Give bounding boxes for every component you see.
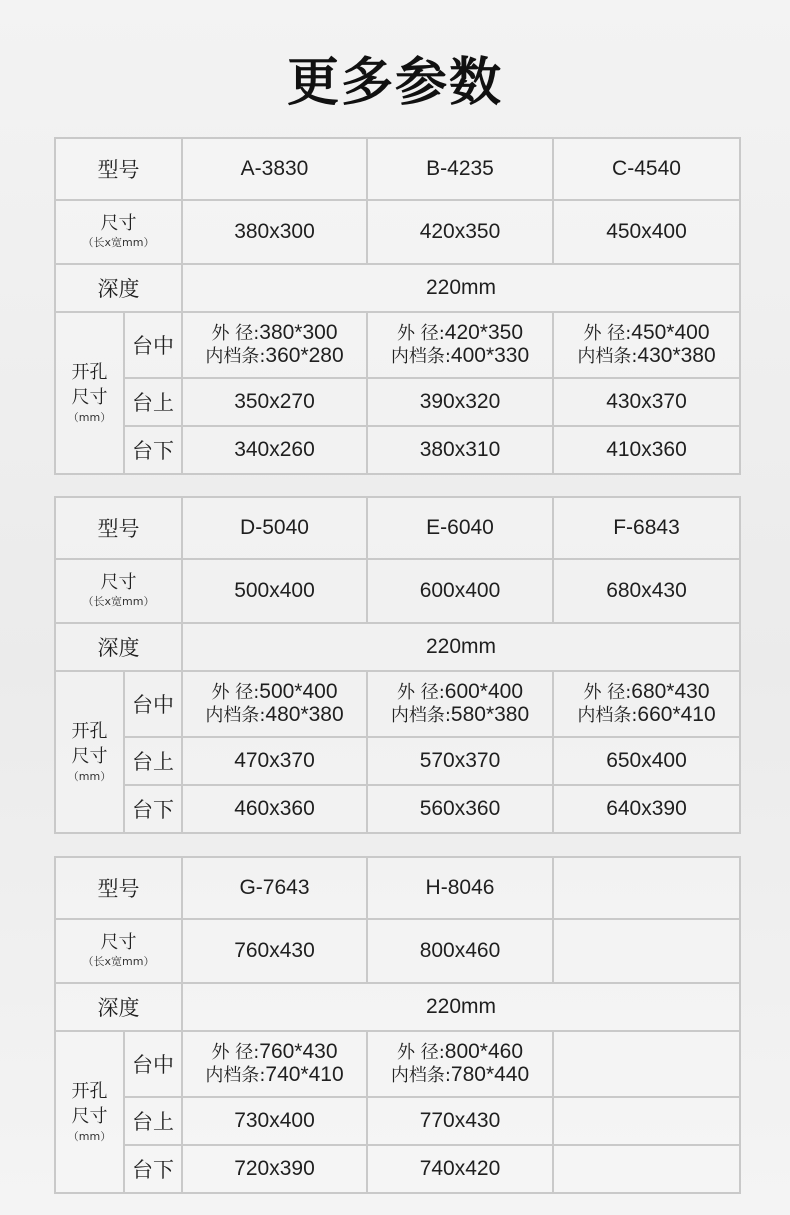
inner-bar [554,345,739,368]
depth-row [55,264,740,312]
model-label: 型号 [55,857,182,919]
hole-mid-cell [182,1031,367,1097]
size-cell: 680x430 [553,559,740,623]
hole-bottom-cell: 720x390 [182,1145,367,1193]
outer-diameter-label: 外 径: [396,1042,445,1063]
hole-mid-cell [182,312,367,378]
outer-diameter [554,322,739,345]
hole-mid-cell [182,671,367,737]
inner-bar-value: 480*380 [265,703,344,726]
size-label: 尺寸 [100,213,137,234]
inner-bar-label: 内档条: [205,705,266,726]
hole-unit: （mm） [67,770,112,783]
model-cell: E-6040 [367,497,553,559]
size-label: 尺寸 [100,572,137,593]
model-cell: F-6843 [553,497,740,559]
hole-mid-row [55,1031,740,1097]
model-cell: A-3830 [182,138,367,200]
hole-mid-cell [367,1031,553,1097]
inner-bar-value: 400*330 [450,344,530,367]
outer-diameter [368,322,552,345]
hole-label-2: 尺寸 [71,746,108,767]
outer-diameter-label: 外 径: [211,1042,260,1063]
hole-mid-cell [553,671,740,737]
model-cell: B-4235 [367,138,553,200]
size-cell [553,919,740,983]
outer-diameter-label: 外 径: [396,323,445,344]
top-label: 台上 [124,378,182,426]
outer-diameter-value: 600*400 [444,680,524,703]
hole-top-row [55,1097,740,1145]
page-title: 更多参数 [286,53,503,113]
inner-bar-label: 内档条: [577,705,638,726]
spec-table [54,137,741,475]
model-label: 型号 [55,497,182,559]
depth-cell: 220mm [182,983,740,1031]
model-cell: G-7643 [182,857,367,919]
hole-top-row [55,378,740,426]
bottom-label: 台下 [124,426,182,474]
bottom-label: 台下 [124,1145,182,1193]
size-unit: （长x宽mm） [82,955,155,968]
inner-bar [183,704,366,727]
hole-top-cell: 470x370 [182,737,367,785]
hole-mid-row [55,671,740,737]
hole-bottom-row [55,426,740,474]
size-label-cell [55,559,182,623]
hole-bottom-cell: 560x360 [367,785,553,833]
spec-table [54,496,741,834]
hole-bottom-cell: 380x310 [367,426,553,474]
outer-diameter-value: 380*300 [259,321,338,344]
inner-bar [554,704,739,727]
hole-size-label-cell [55,671,124,833]
inner-bar-value: 360*280 [265,344,344,367]
outer-diameter-label: 外 径: [583,323,632,344]
hole-bottom-cell: 410x360 [553,426,740,474]
size-unit: （长x宽mm） [82,595,155,608]
hole-top-cell: 730x400 [182,1097,367,1145]
size-row [55,919,740,983]
model-label: 型号 [55,138,182,200]
model-row [55,857,740,919]
outer-diameter-label: 外 径: [211,682,260,703]
inner-bar [183,1064,366,1087]
size-label: 尺寸 [100,932,137,953]
outer-diameter-label: 外 径: [583,682,632,703]
inner-bar-label: 内档条: [390,705,451,726]
size-cell: 450x400 [553,200,740,264]
model-cell: H-8046 [367,857,553,919]
hole-top-cell: 770x430 [367,1097,553,1145]
hole-bottom-cell: 640x390 [553,785,740,833]
hole-label-1: 开孔 [71,721,108,742]
inner-bar [368,704,552,727]
hole-top-cell: 570x370 [367,737,553,785]
inner-bar [183,345,366,368]
inner-bar-label: 内档条: [390,346,451,367]
inner-bar-value: 740*410 [265,1063,344,1086]
hole-bottom-cell: 460x360 [182,785,367,833]
spec-table [54,856,741,1194]
hole-bottom-row [55,785,740,833]
model-row [55,138,740,200]
size-cell: 760x430 [182,919,367,983]
hole-top-cell: 650x400 [553,737,740,785]
depth-label: 深度 [55,983,182,1031]
outer-diameter-label: 外 径: [396,682,445,703]
hole-size-label-cell [55,1031,124,1193]
model-cell: C-4540 [553,138,740,200]
hole-top-cell: 430x370 [553,378,740,426]
hole-bottom-cell: 340x260 [182,426,367,474]
depth-cell: 220mm [182,264,740,312]
hole-size-label-cell [55,312,124,474]
hole-unit: （mm） [67,1130,112,1143]
outer-diameter [183,681,366,704]
inner-bar-value: 430*380 [637,344,716,367]
inner-bar-label: 内档条: [390,1065,451,1086]
inner-bar [368,345,552,368]
mid-label: 台中 [124,312,182,378]
outer-diameter-value: 500*400 [259,680,338,703]
model-cell: D-5040 [182,497,367,559]
outer-diameter [183,322,366,345]
top-label: 台上 [124,737,182,785]
outer-diameter-label: 外 径: [211,323,260,344]
outer-diameter [368,1041,552,1064]
hole-label-2: 尺寸 [71,1106,108,1127]
size-cell: 500x400 [182,559,367,623]
outer-diameter-value: 420*350 [444,321,524,344]
hole-mid-row [55,312,740,378]
inner-bar-label: 内档条: [205,346,266,367]
bottom-label: 台下 [124,785,182,833]
outer-diameter-value: 680*430 [631,680,710,703]
hole-mid-cell [367,312,553,378]
hole-label-1: 开孔 [71,1081,108,1102]
depth-row [55,983,740,1031]
outer-diameter [554,681,739,704]
top-label: 台上 [124,1097,182,1145]
size-row [55,559,740,623]
hole-bottom-cell: 740x420 [367,1145,553,1193]
inner-bar-label: 内档条: [577,346,638,367]
hole-mid-cell [367,671,553,737]
hole-top-cell: 350x270 [182,378,367,426]
inner-bar [368,1064,552,1087]
size-cell: 380x300 [182,200,367,264]
hole-bottom-row [55,1145,740,1193]
size-cell: 420x350 [367,200,553,264]
model-row [55,497,740,559]
hole-bottom-cell [553,1145,740,1193]
depth-cell: 220mm [182,623,740,671]
hole-mid-cell [553,1031,740,1097]
hole-top-cell: 390x320 [367,378,553,426]
inner-bar-value: 660*410 [637,703,716,726]
hole-top-row [55,737,740,785]
model-cell [553,857,740,919]
hole-unit: （mm） [67,411,112,424]
hole-label-2: 尺寸 [71,387,108,408]
outer-diameter-value: 800*460 [444,1040,524,1063]
inner-bar-value: 580*380 [450,703,530,726]
size-row [55,200,740,264]
mid-label: 台中 [124,671,182,737]
hole-mid-cell [553,312,740,378]
mid-label: 台中 [124,1031,182,1097]
depth-label: 深度 [55,623,182,671]
inner-bar-value: 780*440 [450,1063,530,1086]
outer-diameter [183,1041,366,1064]
size-label-cell [55,200,182,264]
size-unit: （长x宽mm） [82,236,155,249]
hole-top-cell [553,1097,740,1145]
outer-diameter-value: 760*430 [259,1040,338,1063]
size-label-cell [55,919,182,983]
inner-bar-label: 内档条: [205,1065,266,1086]
depth-label: 深度 [55,264,182,312]
outer-diameter-value: 450*400 [631,321,710,344]
size-cell: 600x400 [367,559,553,623]
hole-label-1: 开孔 [71,362,108,383]
size-cell: 800x460 [367,919,553,983]
depth-row [55,623,740,671]
outer-diameter [368,681,552,704]
